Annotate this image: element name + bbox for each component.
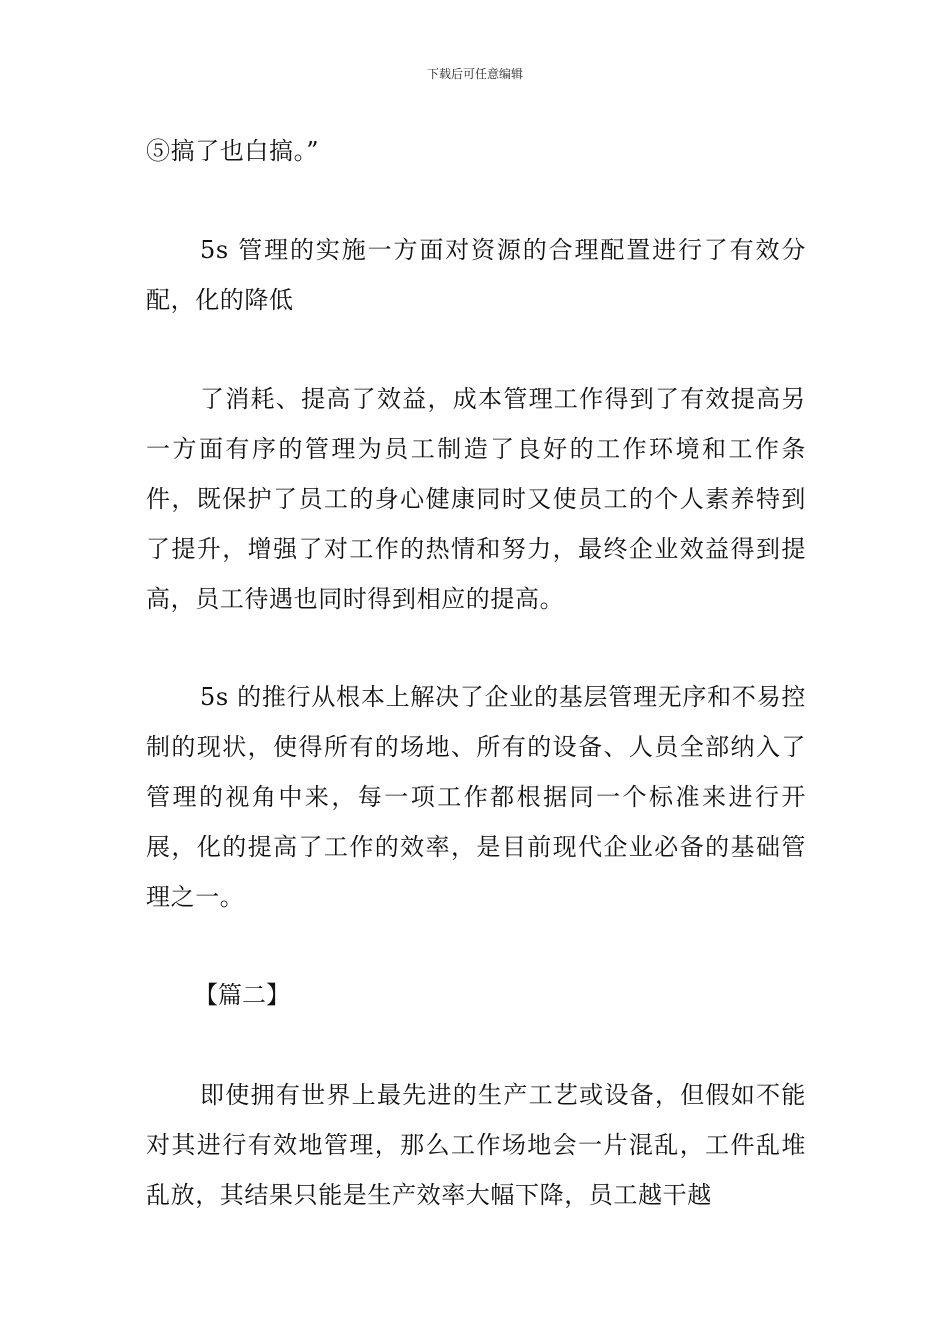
paragraph-3-text: 了消耗、提高了效益，成本管理工作得到了有效提高另一方面有序的管理为员工制造了良好的工作环境和工作条件，既保护了员工的身心健康同时又使员工的个人素养特到了提升，增强了对工作的热情和努力，最终企业效益得到提高，员工待遇也同时得到相应的提高。: [146, 385, 806, 613]
paragraph-4: [146, 672, 806, 922]
page-header: 下载后可任意编辑: [426, 67, 523, 81]
paragraph-1: [146, 126, 806, 176]
section-heading: 【篇二】: [194, 981, 290, 1009]
paragraph-4-text: 5s 的推行从根本上解决了企业的基层管理无序和不易控制的现状，使得所有的场地、所有的设备、人员全部纳入了管理的视角中来，每一项工作都根据同一个标准来进行开展，化的提高了工作的效率，是目前现代企业必备的基础管理之一。: [146, 683, 806, 911]
paragraph-3: [146, 374, 806, 624]
paragraph-2: [146, 225, 806, 325]
paragraph-5-text: 即使拥有世界上最先进的生产工艺或设备，但假如不能对其进行有效地管理，那么工作场地会一片混乱，工件乱堆乱放，其结果只能是生产效率大幅下降，员工越干越: [146, 1081, 806, 1209]
paragraph-5: [146, 1070, 806, 1220]
paragraph-2-text: 5s 管理的实施一方面对资源的合理配置进行了有效分配，化的降低: [146, 236, 806, 314]
paragraph-1-text: ⑤搞了也白搞。”: [146, 137, 320, 165]
